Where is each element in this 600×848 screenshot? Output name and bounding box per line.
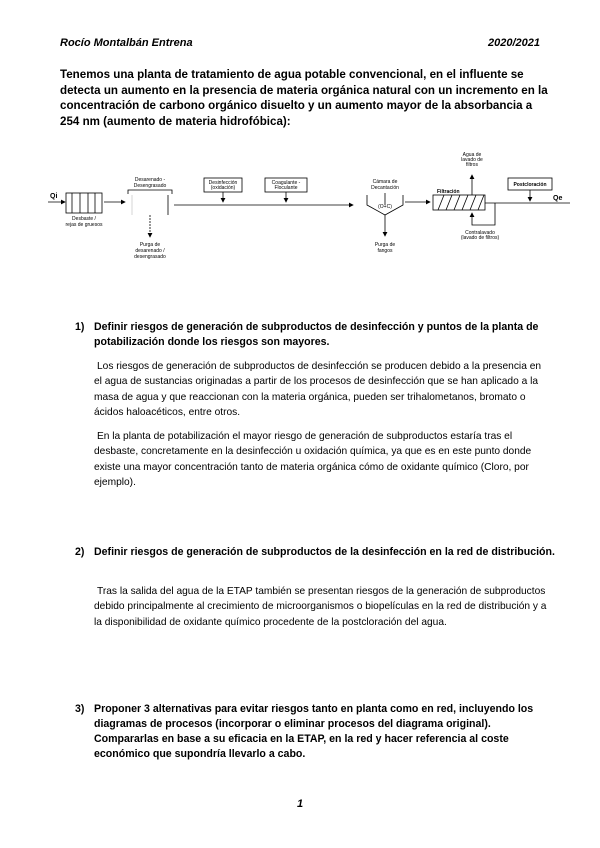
screening-label: Desbaste / rejas de gruesos	[65, 216, 103, 228]
degritting-out-label: Purga de desarenado / desengrasado	[134, 242, 166, 260]
filtration-label: Filtración	[437, 189, 460, 195]
disinfection-label: Desinfección (oxidación)	[208, 180, 238, 191]
sludge-label: Purga de fangos	[374, 242, 396, 254]
degritting-label: Desarenado -Desengrasado	[133, 177, 167, 189]
settling-mark: (O+C)	[378, 204, 392, 210]
question-text: Proponer 3 alternativas para evitar riesgos tanto en planta como en red, incluyendo los diagramas de procesos (incorporar o eliminar procesos del diagrama original). Compararlas en base a su eficacia en la ETAP, en la red y hacer referencia al coste económico que supondría llevarlo a cabo.	[94, 703, 534, 760]
qe-label: Qe	[553, 195, 563, 202]
coagulant-label: Coagulante -Floculante	[271, 180, 301, 191]
author: Rocío Montalbán Entrena	[60, 37, 193, 49]
page-number: 1	[296, 798, 304, 810]
question-2	[75, 545, 555, 560]
qi-label: Qi	[50, 193, 58, 200]
postchlorination-label: Postcloración	[513, 182, 547, 188]
year: 2020/2021	[488, 37, 540, 49]
question-text: Definir riesgos de generación de subproductos de la desinfección en la red de distribución.	[94, 546, 555, 558]
question-number: 1)	[75, 321, 85, 333]
answer-2-paragraph-1: Tras la salida del agua de la ETAP también se presentan riesgos de la generación de subproductos debido principalmente al crecimiento de microorganismos o biopelículas en la red de distribución y a la disponibilidad de oxidante químico procedente de la postcloración del agua.	[94, 586, 547, 628]
answer-1-paragraph-1: Los riesgos de generación de subproductos de desinfección se producen debido a la presencia en el agua de sustancias originadas a partir de los procesos de desinfección que se han aplicado a la masa de agua y que reaccionan con la materia orgánica, pueden ser trihalometanos, bromato o ácidos haloacéticos, entre otros.	[94, 361, 542, 419]
backwash-label: Contralavado (lavado de filtros)	[460, 230, 500, 241]
process-diagram	[40, 145, 570, 265]
question-number: 3)	[75, 703, 85, 715]
settling-label: Cámara de Decantación	[371, 179, 399, 191]
question-3	[75, 702, 555, 762]
answer-1-paragraph-2: En la planta de potabilización el mayor riesgo de generación de subproductos estaría tras el desbaste, concretamente en la desinfección u oxidación química, ya que es en este punto donde existe una mayor concentración tanto de materia orgánica cómo de oxidante químico (Cloro, por ejemplo).	[94, 431, 532, 489]
intro-paragraph: Tenemos una planta de tratamiento de agua potable convencional, en el influente se detecta un aumento en la presencia de materia orgánica natural con un incremento en la concentración de carbono orgánico disuelto y un aumento mayor de la absorbancia a 254 nm (aumento de materia hidrofóbica):	[60, 68, 548, 128]
filter-out-label: Agua de lavado de filtros	[461, 152, 483, 168]
question-text: Definir riesgos de generación de subproductos de desinfección y puntos de la planta de potabilización donde los riesgos son mayores.	[94, 321, 539, 348]
question-number: 2)	[75, 546, 85, 558]
question-1	[75, 320, 555, 350]
